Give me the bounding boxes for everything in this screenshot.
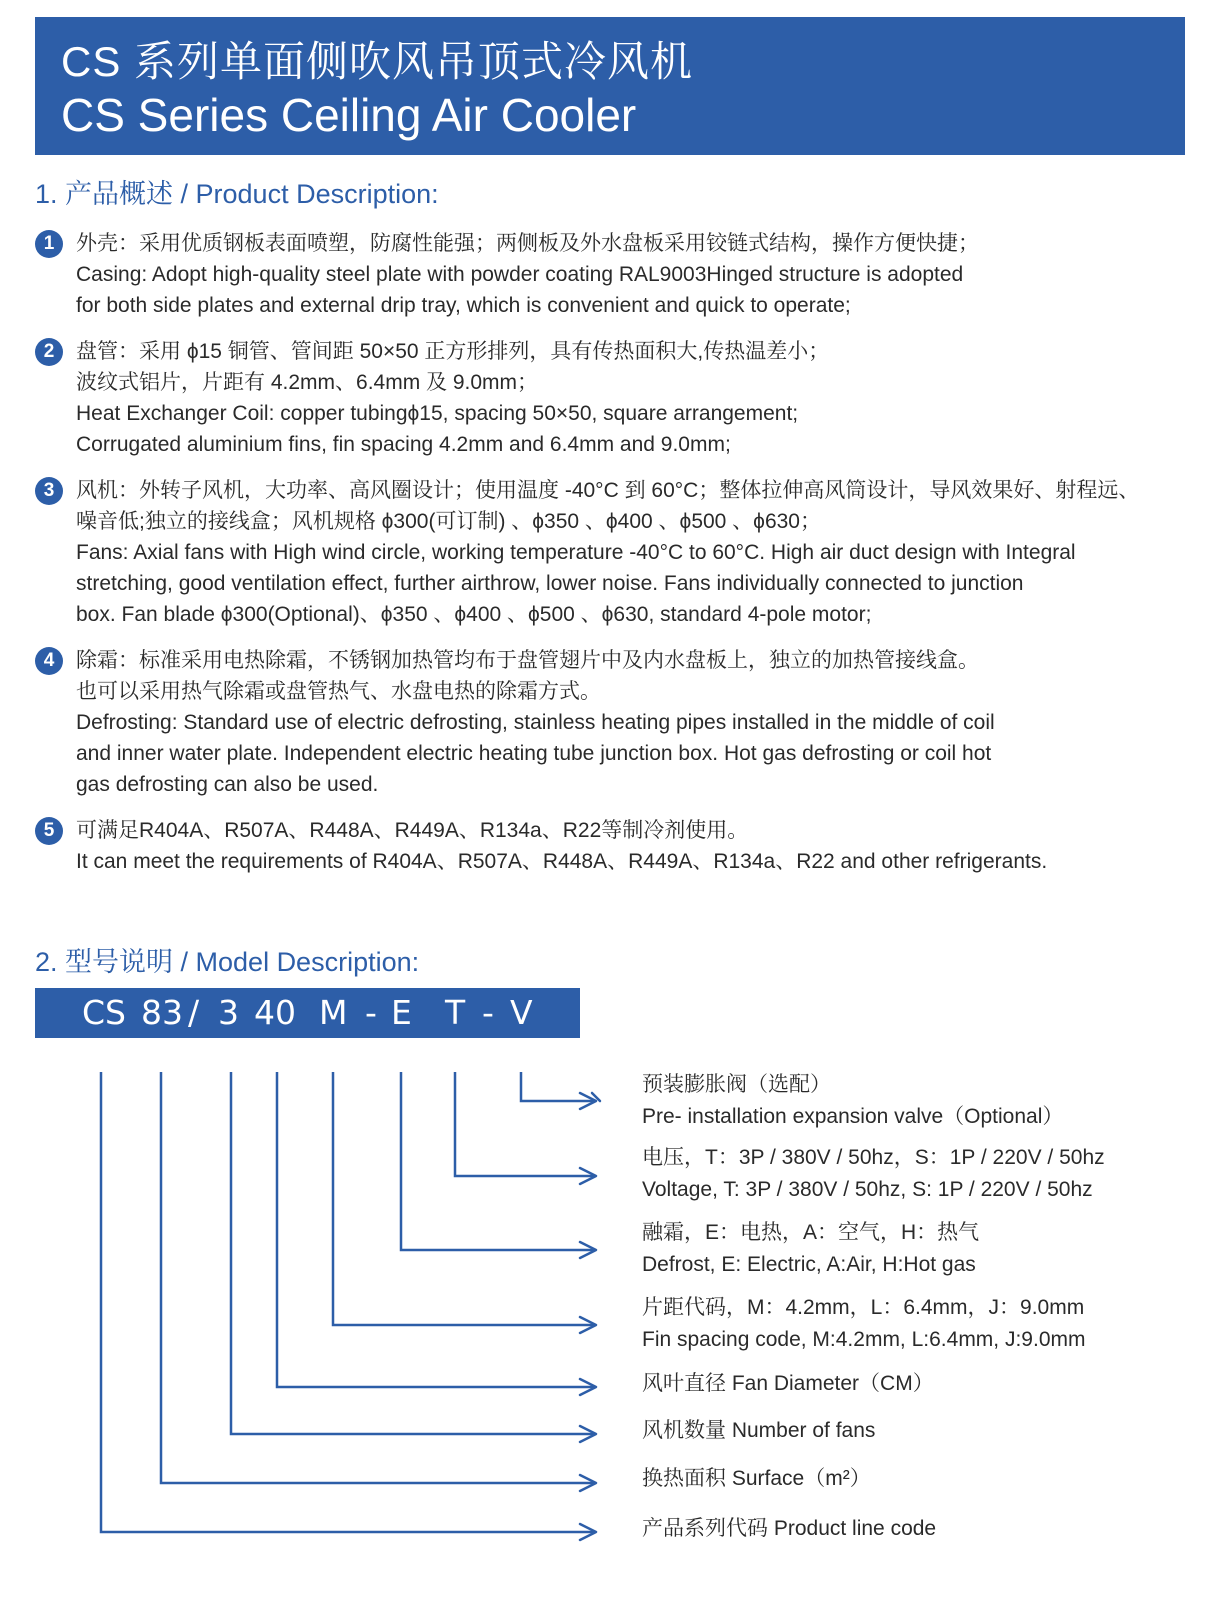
text-line: for both side plates and external drip tray, which is convenient and quick to operate; xyxy=(76,294,851,317)
model-entry-valve xyxy=(642,1069,1063,1133)
text-line: gas defrosting can also be used. xyxy=(76,773,379,796)
text-line: Defrosting: Standard use of electric defrosting, stainless heating pipes installed in the middle of coil xyxy=(76,711,995,734)
title-english: CS Series Ceiling Air Cooler xyxy=(61,89,637,141)
entry-en: Pre- installation expansion valve（Optional） xyxy=(642,1105,1064,1128)
model-entry-fin-spacing xyxy=(642,1292,1085,1356)
entry-text: 产品系列代码 Product line code xyxy=(642,1517,937,1540)
number-badge: 3 xyxy=(35,477,63,505)
model-entry-fan-diameter xyxy=(642,1368,934,1400)
text-line: and inner water plate. Independent electric heating tube junction box. Hot gas defrosting or coil hot xyxy=(76,742,992,765)
entry-text: 换热面积 Surface（m²） xyxy=(642,1467,871,1490)
entry-cn: 预装膨胀阀（选配） xyxy=(642,1073,831,1096)
text-line: 可满足R404A、R507A、R448A、R449A、R134a、R22等制冷剂使用。 xyxy=(76,819,749,842)
entry-en: Defrost, E: Electric, A:Air, H:Hot gas xyxy=(642,1253,976,1276)
code-series: CS xyxy=(82,993,126,1032)
number-badge: 4 xyxy=(35,647,63,675)
entry-cn: 融霜，E：电热，A：空气，H：热气 xyxy=(642,1221,980,1244)
connector-line-fan-count xyxy=(231,1072,596,1434)
code-dash: - xyxy=(365,993,377,1032)
code-valve: V xyxy=(510,993,533,1032)
text-line: Fans: Axial fans with High wind circle, working temperature -40°C to 60°C. High air duct design with Integral xyxy=(76,541,1076,564)
number-badge: 2 xyxy=(35,338,63,366)
number-badge: 5 xyxy=(35,817,63,845)
model-entry-voltage xyxy=(642,1142,1105,1206)
text-line: 外壳：采用优质钢板表面喷塑，防腐性能强；两侧板及外水盘板采用铰链式结构，操作方便快捷； xyxy=(76,232,979,255)
entry-en: Voltage, T: 3P / 380V / 50hz, S: 1P / 220V / 50hz xyxy=(642,1178,1093,1201)
code-dash: - xyxy=(482,993,494,1032)
number-badge: 1 xyxy=(35,230,63,258)
connector-line-product-line xyxy=(101,1072,596,1532)
code-slash: / xyxy=(188,993,200,1032)
title-chinese: CS 系列单面侧吹风吊顶式冷风机 xyxy=(61,38,694,85)
connector-line-fan-diameter xyxy=(277,1072,596,1387)
connector-line-surface xyxy=(161,1072,596,1483)
text-line: Corrugated aluminium fins, fin spacing 4.2mm and 6.4mm and 9.0mm; xyxy=(76,433,731,456)
entry-cn: 电压，T：3P / 380V / 50hz，S：1P / 220V / 50hz xyxy=(642,1146,1105,1169)
code-fan-diameter: 40 xyxy=(254,993,296,1032)
entry-text: 风叶直径 Fan Diameter（CM） xyxy=(642,1372,934,1395)
text-line: Casing: Adopt high-quality steel plate with powder coating RAL9003Hinged structure is adopted xyxy=(76,263,964,286)
text-line: 风机：外转子风机，大功率、高风圈设计；使用温度 -40°C 到 60°C；整体拉伸高风筒设计，导风效果好、射程远、 xyxy=(76,479,1140,502)
text-line: 也可以采用热气除霜或盘管热气、水盘电热的除霜方式。 xyxy=(76,680,601,703)
model-entry-product-line xyxy=(642,1513,936,1545)
connector-line-voltage xyxy=(455,1072,596,1176)
text-line: Heat Exchanger Coil: copper tubingϕ15, spacing 50×50, square arrangement; xyxy=(76,402,799,425)
code-fin-spacing: M xyxy=(319,993,348,1032)
model-entry-defrost xyxy=(642,1217,979,1281)
code-defrost: E xyxy=(391,993,412,1032)
text-line: stretching, good ventilation effect, further airthrow, lower noise. Fans individually connected to junction xyxy=(76,572,1024,595)
text-line: 噪音低;独立的接线盒；风机规格 ϕ300(可订制) 、ϕ350 、ϕ400 、ϕ500 、ϕ630； xyxy=(76,510,821,533)
connector-line-defrost xyxy=(401,1072,596,1250)
entry-cn: 片距代码，M：4.2mm，L：6.4mm，J：9.0mm xyxy=(642,1296,1085,1319)
model-entry-surface xyxy=(642,1463,871,1495)
section-product-description-title: 1. 产品概述 / Product Description: xyxy=(35,179,439,209)
text-line: 波纹式铝片，片距有 4.2mm、6.4mm 及 9.0mm； xyxy=(76,371,539,394)
code-surface: 83 xyxy=(141,993,183,1032)
entry-text: 风机数量 Number of fans xyxy=(642,1419,876,1442)
entry-en: Fin spacing code, M:4.2mm, L:6.4mm, J:9.0mm xyxy=(642,1328,1086,1351)
text-line: box. Fan blade ϕ300(Optional)、ϕ350 、ϕ400 、ϕ500 、ϕ630, standard 4-pole motor; xyxy=(76,603,872,626)
text-line: 盘管：采用 ϕ15 铜管、管间距 50×50 正方形排列，具有传热面积大,传热温差小； xyxy=(76,340,830,363)
code-fan-count: 3 xyxy=(218,993,239,1032)
section-model-description-title: 2. 型号说明 / Model Description: xyxy=(35,947,420,977)
text-line: 除霜：标准采用电热除霜，不锈钢加热管均布于盘管翅片中及内水盘板上，独立的加热管接线盒。 xyxy=(76,649,979,672)
model-entry-fan-count xyxy=(642,1415,875,1447)
text-line: It can meet the requirements of R404A、R507A、R448A、R449A、R134a、R22 and other refrigerants. xyxy=(76,850,1048,873)
code-voltage: T xyxy=(445,993,466,1032)
connector-line-fin-spacing xyxy=(333,1072,596,1325)
